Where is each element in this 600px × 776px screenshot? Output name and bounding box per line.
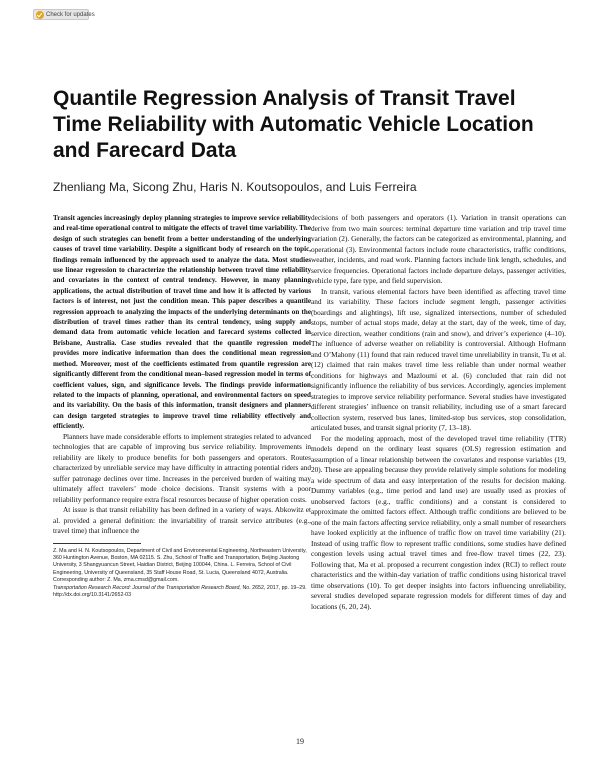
- body-paragraph: At issue is that transit reliability has been defined in a variety of ways. Abkowitz et al. provided a general definition: the invariability of transit service attributes (e.g., travel time) that influence the: [53, 505, 311, 536]
- author-affiliation: Z. Ma and H. N. Koutsopoulos, Department of Civil and Environmental Engineering, Northeastern University, 360 Huntington Avenue, Boston, MA 02115. S. Zhu, School of Traffic and Transportation, Beijing Jiaotong University, 3 Shangyuancun Street, Haidian District, Beijing 100044, China. L. Ferreira, School of Civil Engineering, University of Queensland, 35 Staff House Road, St. Lucia, Queensland 4072, Australia. Corresponding author: Z. Ma, zma.cmsd@gmail.com.: [53, 547, 307, 584]
- journal-name: Transportation Research Record: Journal of the Transportation Research Board,: [53, 584, 241, 591]
- paper-title: Quantile Regression Analysis of Transit Travel Time Reliability with Automatic Vehicle Location and Farecard Data: [53, 87, 534, 162]
- page-number: 19: [296, 737, 304, 746]
- citation-details: No. 2652, 2017, pp. 19–29.: [242, 584, 307, 591]
- author-list: Zhenliang Ma, Sicong Zhu, Haris N. Koutsopoulos, and Luis Ferreira: [53, 180, 417, 194]
- abstract: Transit agencies increasingly deploy planning strategies to improve service reliability and real-time operational control to mitigate the effects of travel time variability. The design of such strategies can benefit from a better understanding of the underlying causes of travel time variability. Despite a significant body of research on the topic, findings remain influenced by the approach used to analyze the data. Most studies use linear regression to characterize the relationship between travel time reliability and covariates in the context of central tendency. However, in many planning applications, the actual distribution of travel time and how it is affected by various factors is of interest, not just the condition mean. This paper describes a quantile regression approach to analyzing the impacts of the underlying determinants on the distribution of travel times rather than its central tendency, using supply and demand data from automatic vehicle location and farecard systems collected in Brisbane, Australia. Case studies revealed that the quantile regression model provides more indicative information than does the conditional mean regression method. Moreover, most of the coefficients estimated from quantile regression are significantly different from the conditional mean–based regression model in terms of coefficient values, sign, and significance levels. The findings provide information related to the impacts of planning, operational, and environmental factors on speed and its variability. On the basis of this information, transit designers and planners can design targeted strategies to improve travel time reliability effectively and efficiently.: [53, 214, 311, 431]
- body-paragraph: Planners have made considerable efforts to implement strategies related to advanced technologies that are capable of improving bus service reliability. Improvements in reliability are likely to produce benefits for both passengers and operators. Routes characterized by unreliable service may have difficulty in attracting potential riders and suffer patronage declines over time. Increases in the perceived burden of waiting may ultimately affect travelers’ mode choice decisions. Transit systems with a poor reliability performance require extra fiscal resources because of higher operation costs.: [53, 431, 311, 504]
- body-paragraph: For the modeling approach, most of the developed travel time reliability (TTR) models depend on the ordinary least squares (OLS) regression estimation and assumption of a linear relationship between the covariates and response variables (19, 20). These are appealing because they provide relatively simple solutions for modeling a wide spectrum of data and easy interpretation of the results for decision making. Dummy variables (e.g., time period and land use) are usually used as proxies of unobserved factors (e.g., traffic conditions) and a constant is considered to approximate the omitted factors effect. Although traffic conditions are believed to be one of the main factors affecting service reliability, only a small number of researchers have looked explicitly at the influence of traffic flow on travel time variability (21). Instead of using traffic flow to represent traffic conditions, some studies have defined congestion levels using actual travel times and free-flow travel times (22, 23). Following that, Ma et al. proposed a recurrent congestion index (RCI) to reflect route characteristics and the within-day variation of traffic conditions using historical travel time observations (10). To get deeper insights into factors influencing unreliability, several studies developed separate regression models for different times of day and locations (6, 20, 24).: [311, 433, 566, 611]
- left-column: [53, 213, 311, 599]
- footnote-divider: [53, 543, 141, 544]
- body-paragraph: decisions of both passengers and operators (1). Variation in transit operations can derive from two main sources: terminal departure time variation and trip travel time variation (2). Generally, the factors can be categorized as environmental, planning, and operational (3). Environmental factors include route characteristics, traffic conditions, weather, incidents, and road work. Planning factors include link length, schedules, and service frequencies. Operational factors include departure delays, passenger activities, vehicle type, fare type, and field supervision.: [311, 213, 566, 285]
- check-for-updates-badge[interactable]: [33, 9, 95, 20]
- journal-citation: [53, 585, 311, 600]
- doi-link[interactable]: http://dx.doi.org/10.3141/2652-03: [53, 591, 132, 598]
- check-circle-icon: [36, 11, 44, 19]
- badge-label: Check for updates: [46, 11, 95, 18]
- right-column: [311, 213, 566, 612]
- body-paragraph: In transit, various elemental factors have been identified as affecting travel time and its variability. These factors include segment length, passenger activities (boardings and alightings), lift use, signalized intersections, number of scheduled stops, number of actual stops made, delay at the start, day of the week, time of day, service direction, weather conditions (rain and snow), and driver’s experience (4–10). The influence of adverse weather on reliability is controversial. Although Hofmann and O’Mahony (11) found that rain reduced travel time unreliability in transit, Tu et al. (12) claimed that rain makes travel time less reliable than under normal weather conditions for highways and Mazloumi et al. (6) concluded that rain did not significantly influence the reliability of bus services. Accordingly, agencies implement strategies to improve service reliability performance. Several studies have investigated different strategies’ influence on transit reliability, including use of a smart farecard collection system, reserved bus lanes, limited-stop bus services, stop consolidation, articulated buses, and transit signal priority (7, 13–18).: [311, 286, 566, 432]
